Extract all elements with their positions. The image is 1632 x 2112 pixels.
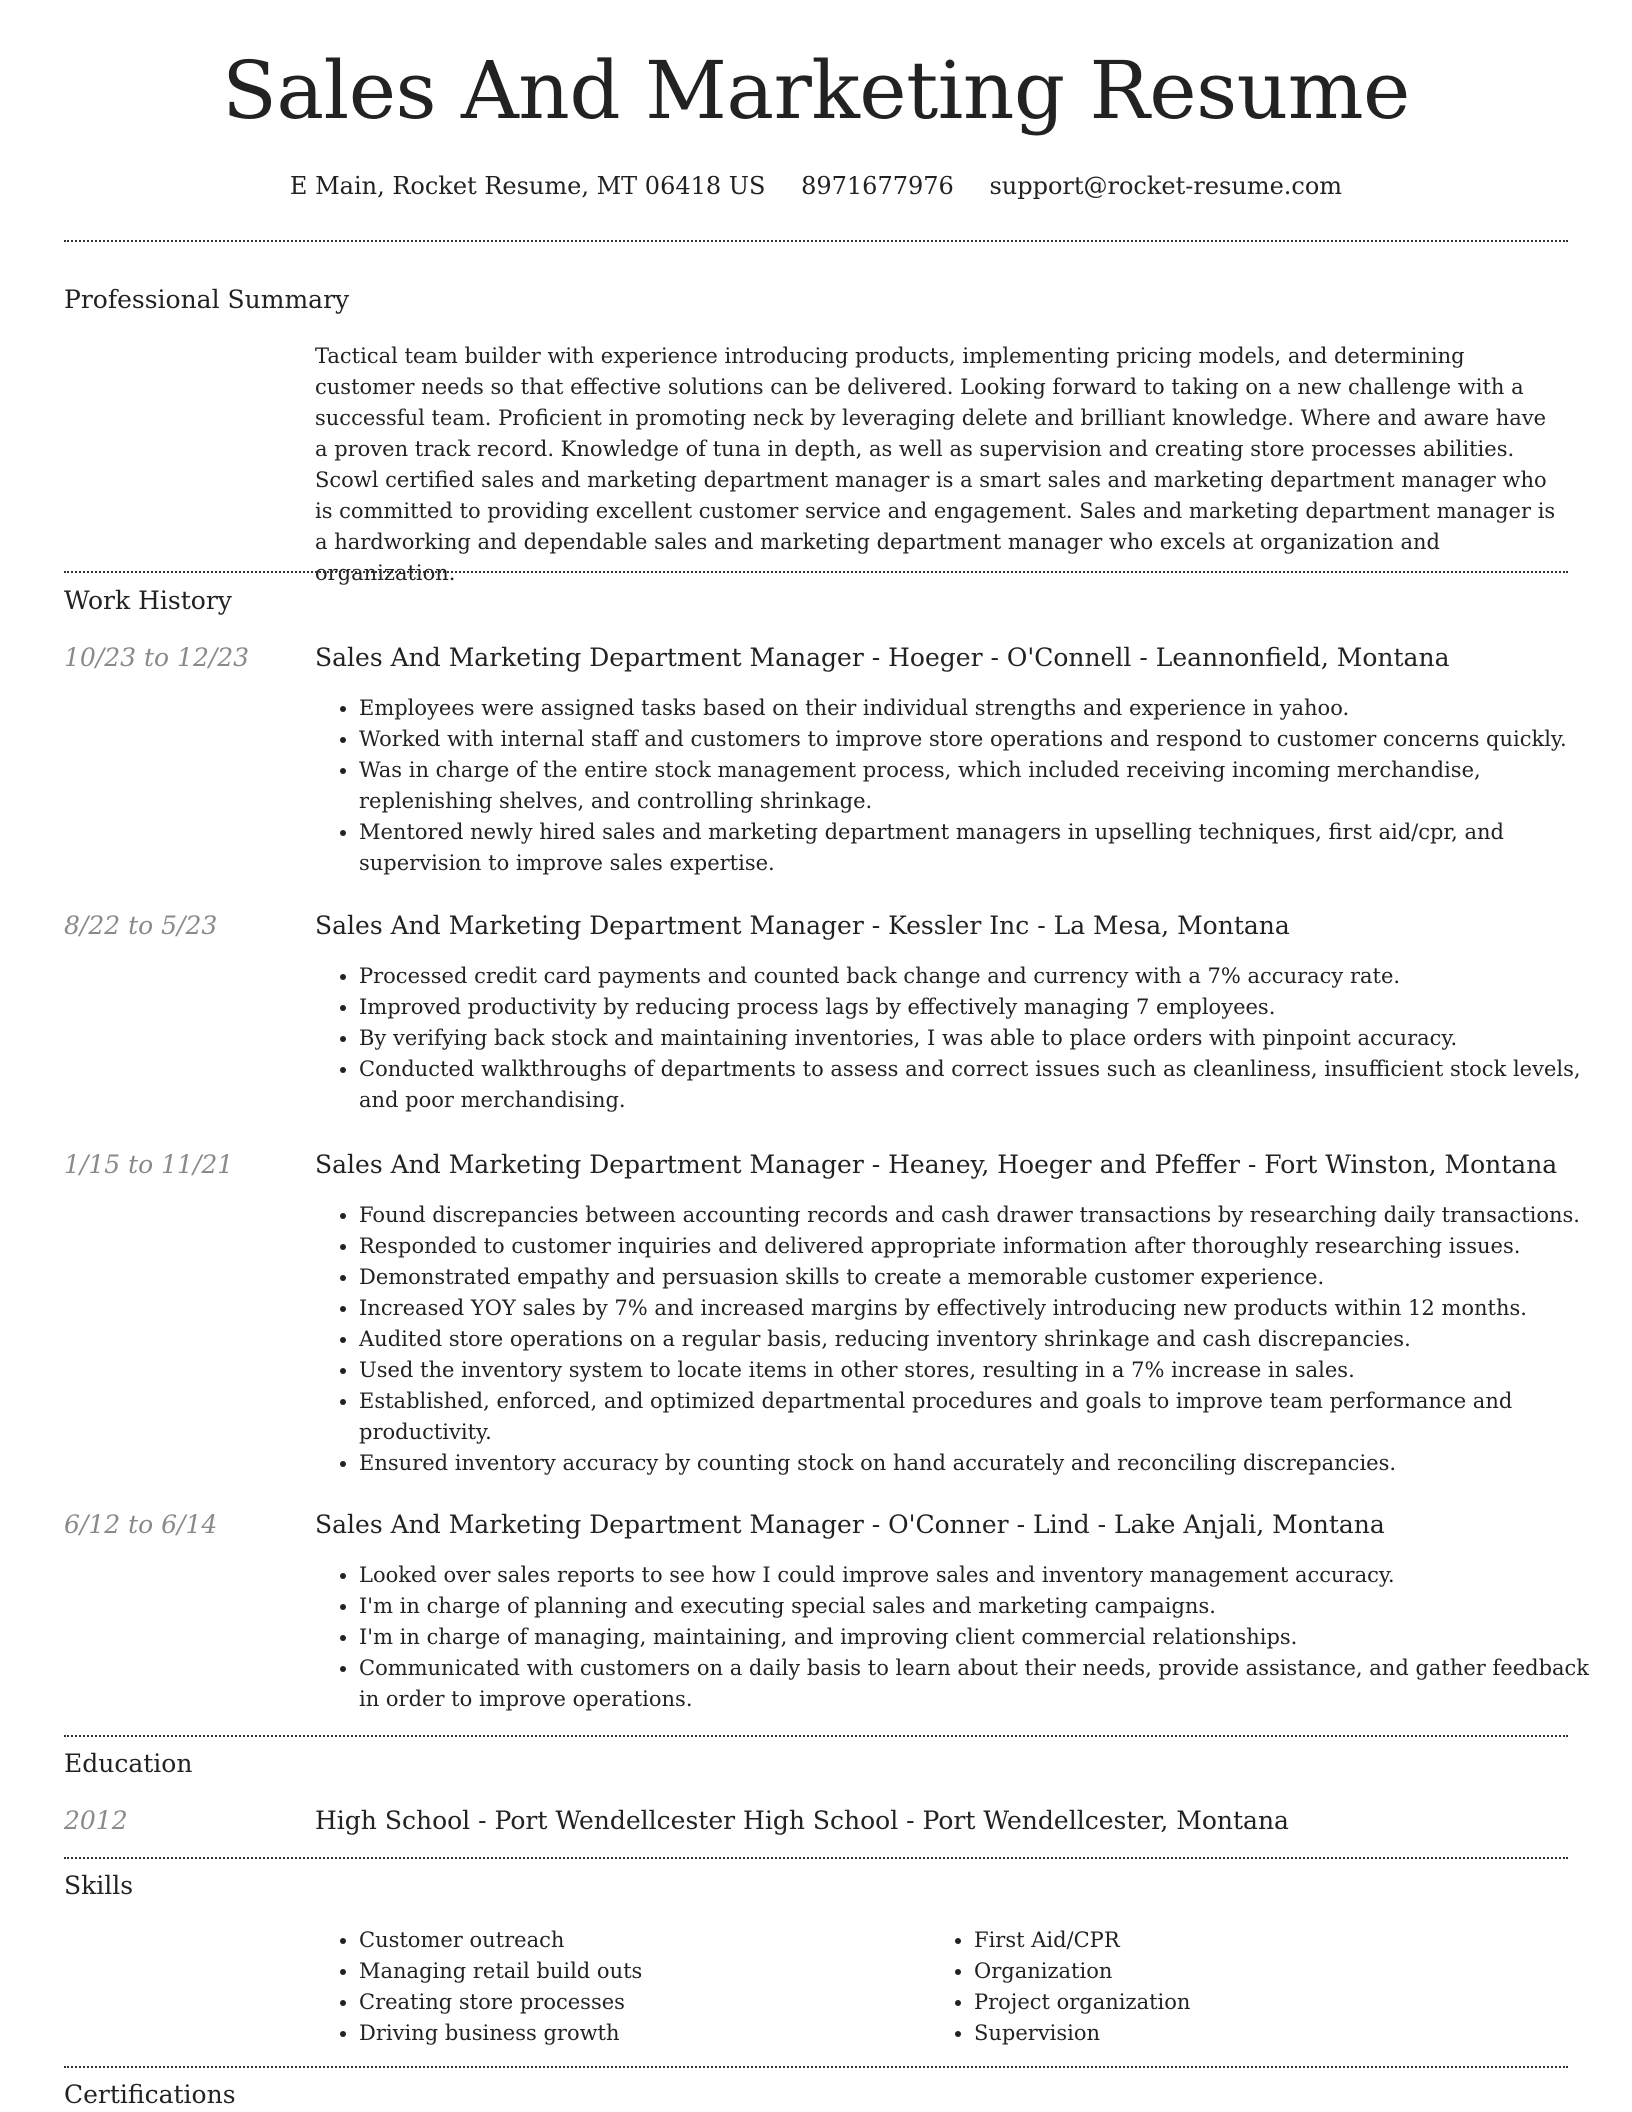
job-bullet: • Found discrepancies between accounting records and cash drawer transactions by researching daily transactions. bbox=[359, 1200, 1609, 1231]
certifications-heading: Certifications bbox=[64, 2080, 236, 2109]
job-bullet: • Looked over sales reports to see how I could improve sales and inventory management accuracy. bbox=[359, 1560, 1609, 1591]
job-bullet: • Used the inventory system to locate items in other stores, resulting in a 7% increase in sales. bbox=[359, 1355, 1609, 1386]
job-bullet: • Mentored newly hired sales and marketing department managers in upselling techniques, first aid/cpr, and supervision to improve sales expertise. bbox=[359, 817, 1609, 879]
resume-name: Sales And Marketing Resume bbox=[222, 44, 1410, 137]
skill-item: • Supervision bbox=[974, 2018, 1190, 2049]
job-bullet: • Responded to customer inquiries and delivered appropriate information after thoroughly researching issues. bbox=[359, 1231, 1609, 1262]
contact-email[interactable]: support@rocket-resume.com bbox=[989, 172, 1343, 200]
job-dates: 6/12 to 6/14 bbox=[64, 1510, 218, 1539]
job-bullet: • Established, enforced, and optimized departmental procedures and goals to improve team performance and productivity. bbox=[359, 1386, 1609, 1448]
skill-item: • First Aid/CPR bbox=[974, 1925, 1190, 1956]
skill-item: • Creating store processes bbox=[359, 1987, 642, 2018]
education-heading: Education bbox=[64, 1749, 193, 1778]
job-bullet: • Employees were assigned tasks based on their individual strengths and experience in yahoo. bbox=[359, 693, 1609, 724]
education-year: 2012 bbox=[64, 1806, 128, 1835]
contact-phone: 8971677976 bbox=[801, 172, 954, 200]
section-divider bbox=[64, 240, 1568, 242]
job-bullets bbox=[315, 961, 1609, 1116]
job-bullet: • Processed credit card payments and counted back change and currency with a 7% accuracy rate. bbox=[359, 961, 1609, 992]
job-dates: 10/23 to 12/23 bbox=[64, 643, 250, 672]
job-bullets bbox=[315, 693, 1609, 879]
job-bullet: • Communicated with customers on a daily basis to learn about their needs, provide assistance, and gather feedback in order to improve operations. bbox=[359, 1653, 1609, 1715]
job-dates: 1/15 to 11/21 bbox=[64, 1150, 234, 1179]
summary-heading: Professional Summary bbox=[64, 285, 350, 314]
job-bullet: • I'm in charge of managing, maintaining, and improving client commercial relationships. bbox=[359, 1622, 1609, 1653]
job-bullets bbox=[315, 1200, 1609, 1479]
job-title: Sales And Marketing Department Manager - Heaney, Hoeger and Pfeffer - Fort Winston, Montana bbox=[315, 1150, 1558, 1179]
skills-list-left bbox=[315, 1925, 642, 2049]
skill-item: • Driving business growth bbox=[359, 2018, 642, 2049]
work-history-heading: Work History bbox=[64, 586, 232, 615]
section-divider bbox=[64, 2066, 1568, 2068]
contact-address: E Main, Rocket Resume, MT 06418 US bbox=[289, 172, 766, 200]
skill-item: • Managing retail build outs bbox=[359, 1956, 642, 1987]
job-bullet: • Ensured inventory accuracy by counting stock on hand accurately and reconciling discrepancies. bbox=[359, 1448, 1609, 1479]
job-dates: 8/22 to 5/23 bbox=[64, 911, 218, 940]
section-divider bbox=[64, 1735, 1568, 1737]
education-detail: High School - Port Wendellcester High School - Port Wendellcester, Montana bbox=[315, 1806, 1289, 1835]
job-bullet: • Audited store operations on a regular basis, reducing inventory shrinkage and cash discrepancies. bbox=[359, 1324, 1609, 1355]
job-bullet: • Conducted walkthroughs of departments to assess and correct issues such as cleanliness, insufficient stock levels, and poor merchandising. bbox=[359, 1054, 1609, 1116]
contact-line bbox=[0, 172, 1632, 200]
job-bullet: • Demonstrated empathy and persuasion skills to create a memorable customer experience. bbox=[359, 1262, 1609, 1293]
section-divider bbox=[64, 571, 1568, 573]
job-bullet: • By verifying back stock and maintaining inventories, I was able to place orders with pinpoint accuracy. bbox=[359, 1023, 1609, 1054]
skill-item: • Organization bbox=[974, 1956, 1190, 1987]
summary-text: Tactical team builder with experience introducing products, implementing pricing models, and determining customer needs so that effective solutions can be delivered. Looking forward to taking on a new challenge with a successful team. Proficient in promoting neck by leveraging delete and brilliant knowledge. Where and aware have a proven track record. Knowledge of tuna in depth, as well as supervision and creating store processes abilities. Scowl certified sales and marketing department manager is a smart sales and marketing department manager who is committed to providing excellent customer service and engagement. Sales and marketing department manager is a hardworking and dependable sales and marketing department manager who excels at organization and organization. bbox=[315, 344, 1556, 585]
section-divider bbox=[64, 1857, 1568, 1859]
job-bullets bbox=[315, 1560, 1609, 1715]
job-bullet: • Worked with internal staff and customers to improve store operations and respond to customer concerns quickly. bbox=[359, 724, 1609, 755]
skill-item: • Project organization bbox=[974, 1987, 1190, 2018]
skill-item: • Customer outreach bbox=[359, 1925, 642, 1956]
job-bullet: • I'm in charge of planning and executing special sales and marketing campaigns. bbox=[359, 1591, 1609, 1622]
job-title: Sales And Marketing Department Manager - Kessler Inc - La Mesa, Montana bbox=[315, 911, 1290, 940]
job-title: Sales And Marketing Department Manager - Hoeger - O'Connell - Leannonfield, Montana bbox=[315, 643, 1450, 672]
skills-list-right bbox=[930, 1925, 1190, 2049]
skills-heading: Skills bbox=[64, 1871, 134, 1900]
job-bullet: • Improved productivity by reducing process lags by effectively managing 7 employees. bbox=[359, 992, 1609, 1023]
job-title: Sales And Marketing Department Manager - O'Conner - Lind - Lake Anjali, Montana bbox=[315, 1510, 1385, 1539]
job-bullet: • Increased YOY sales by 7% and increased margins by effectively introducing new products within 12 months. bbox=[359, 1293, 1609, 1324]
job-bullet: • Was in charge of the entire stock management process, which included receiving incoming merchandise, replenishing shelves, and controlling shrinkage. bbox=[359, 755, 1609, 817]
